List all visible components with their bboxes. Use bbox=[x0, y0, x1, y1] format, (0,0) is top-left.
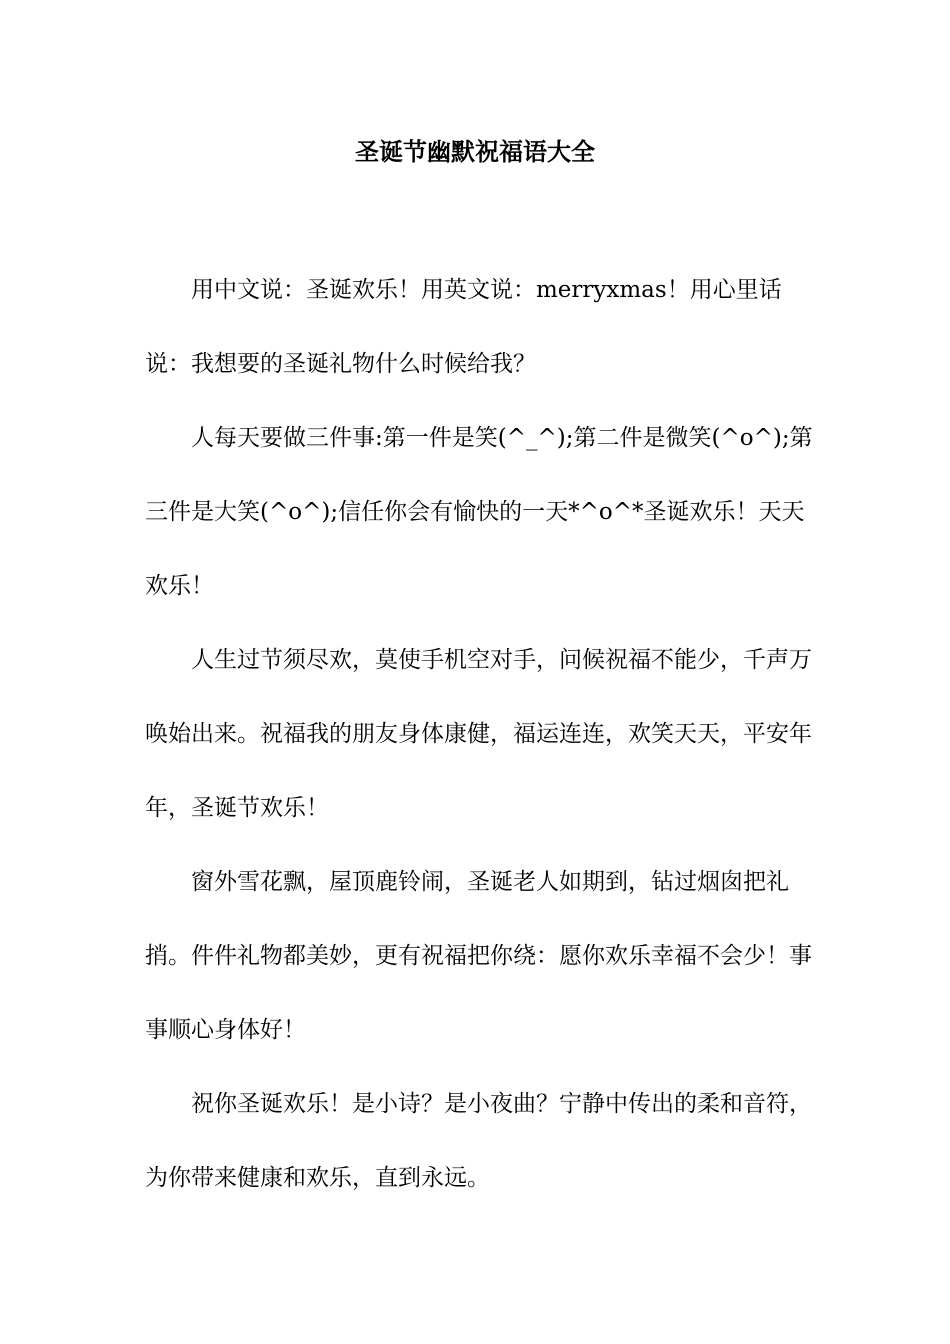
paragraph: 人生过节须尽欢，莫使手机空对手，问候祝福不能少，千声万唤始出来。祝福我的朋友身体康健，福运连连，欢笑天天，平安年年，圣诞节欢乐！ bbox=[145, 647, 812, 821]
paragraph: 祝你圣诞欢乐！是小诗？是小夜曲？宁静中传出的柔和音符，为你带来健康和欢乐，直到永远。 bbox=[145, 1091, 812, 1191]
paragraph: 窗外雪花飘，屋顶鹿铃闹，圣诞老人如期到，钻过烟囱把礼捎。件件礼物都美妙，更有祝福把你绕：愿你欢乐幸福不会少！事事顺心身体好！ bbox=[145, 869, 812, 1043]
paragraph: 人每天要做三件事:第一件是笑(^_^);第二件是微笑(^o^);第三件是大笑(^o^);信任你会有愉快的一天*^o^*圣诞欢乐！天天欢乐！ bbox=[145, 425, 813, 599]
document-body bbox=[145, 253, 825, 1215]
document-title: 圣诞节幽默祝福语大全 bbox=[355, 137, 595, 166]
paragraph: 用中文说：圣诞欢乐！用英文说：merryxmas！用心里话说：我想要的圣诞礼物什么时候给我？ bbox=[145, 277, 782, 377]
